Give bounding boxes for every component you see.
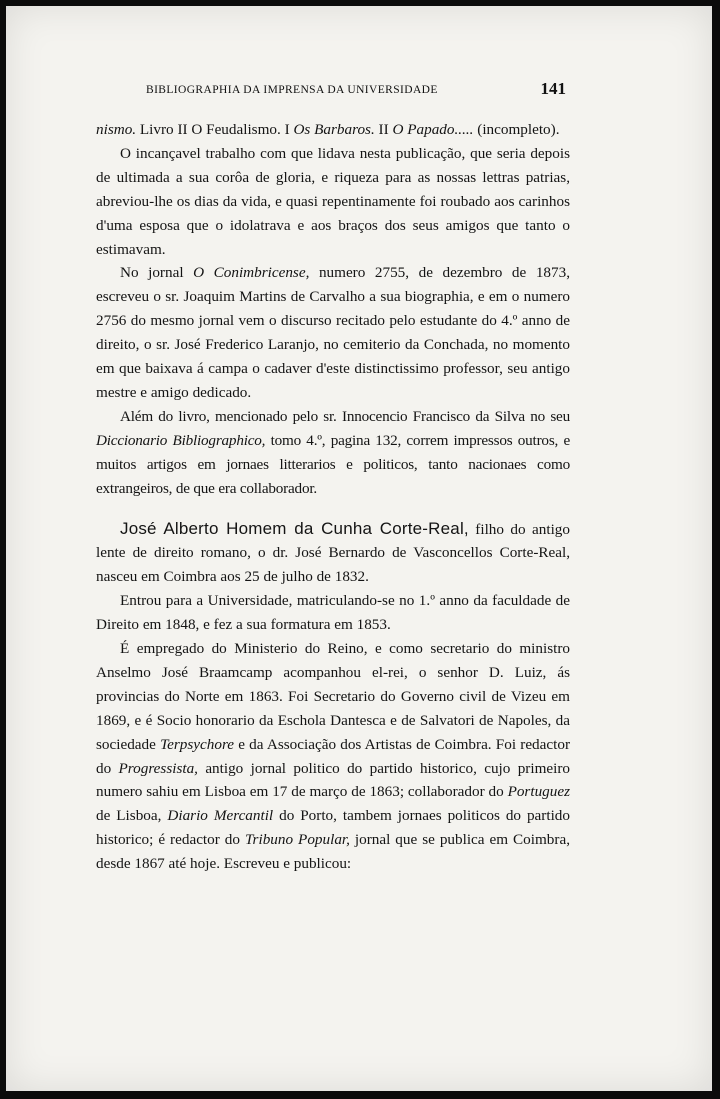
page-number: 141: [540, 79, 566, 98]
page-header: [146, 76, 566, 104]
roman-numeral: II: [177, 121, 188, 138]
text-span: Diccionario Bibliographico,: [96, 431, 266, 449]
paragraph: [96, 261, 570, 404]
text-span: Tribuno Popular,: [244, 831, 350, 849]
text-span: e da Associação dos Artistas de Coimbra. Foi redactor do: [96, 735, 571, 777]
paragraph: [96, 637, 570, 876]
text-span: Portuguez: [507, 783, 570, 801]
section-spacer: [96, 501, 570, 517]
entry-paragraph: [96, 517, 570, 590]
text-span: nismo.: [96, 121, 137, 138]
text-span: jornal que se publica em Coimbra, desde 1867 até hoje. Escreveu e publicou:: [96, 831, 570, 873]
text-span: Progressista,: [118, 759, 198, 777]
entry-name: José Alberto Homem da Cunha Corte-Real,: [120, 518, 469, 538]
text-span: tomo 4.º, pagina 132, correm impressos outros, e muitos artigos em jornaes litterarios e politicos, tanto nacionaes como extrangeiros, de que era collaborador.: [96, 431, 570, 497]
roman-numeral: I: [284, 121, 290, 138]
text-span: O Feudalismo.: [187, 121, 285, 138]
text-span: (incompleto).: [473, 121, 560, 138]
paragraph-continuation: [96, 118, 570, 142]
text-span: Terpsychore: [160, 735, 235, 753]
paragraph: [96, 405, 570, 501]
paragraph: Entrou para a Universidade, matriculando-se no 1.º anno da faculdade de Direito em 1848, e fez a sua formatura em 1853.: [96, 592, 570, 634]
scanned-page: [6, 6, 712, 1091]
text-span: antigo jornal politico do partido historico, cujo primeiro numero sahiu em Lisboa em 17 de março de 1863; collaborador do: [96, 759, 570, 801]
text-span: numero 2755, de dezembro de 1873, escreveu o sr. Joaquim Martins de Carvalho a sua biographia, e em o numero 2756 do mesmo jornal vem o discurso recitado pelo estudante do 4.º anno de direito, o sr. José Frederico Laranjo, no cemiterio da Conchada, no momento em que baixava á campa o cadaver d'este distinctissimo professor, seu antigo mestre e amigo dedicado.: [96, 264, 570, 401]
text-span: É empregado do Ministerio do Reino, e como secretario do ministro Anselmo José Braamcamp acompanhou el-rei, o senhor D. Luiz, ás provincias do Norte em 1863. Foi Secretario do Governo civil de Vizeu em 1869, e é Socio honorario da Eschola Dantesca e de Salvatori de Napoles, da sociedade: [96, 640, 570, 753]
text-span: filho do antigo lente de direito romano, o dr. José Bernardo de Vasconcellos Corte-Real, nasceu em Coimbra aos 25 de julho de 1832.: [96, 520, 570, 586]
roman-numeral: II: [378, 121, 389, 138]
text-span: Além do livro, mencionado pelo sr. Innocencio Francisco da Silva no seu: [120, 407, 570, 425]
text-span: do Porto, tambem jornaes politicos do partido historico; é redactor do: [96, 807, 570, 849]
text-span: Os Barbaros.: [293, 121, 375, 138]
paragraph: O incançavel trabalho com que lidava nesta publicação, que seria depois de ultimada a sua corôa de gloria, e riqueza para as nossas lettras patrias, abreviou-lhe os dias da vida, e quasi repentinamente foi roubado aos carinhos d'uma esposa que o idolatrava e aos braços dos seus amigos que tanto o estimavam.: [96, 144, 570, 258]
text-span: O Conimbricense,: [193, 264, 310, 282]
text-span: No jornal: [120, 264, 194, 282]
text-span: O Papado.....: [392, 121, 474, 138]
text-span: de Lisboa,: [96, 807, 168, 825]
text-span: Livro: [136, 121, 178, 138]
running-head: BIBLIOGRAPHIA DA IMPRENSA DA UNIVERSIDADE: [146, 84, 438, 96]
text-span: Diario Mercantil: [167, 807, 274, 825]
body-text: [96, 118, 570, 876]
